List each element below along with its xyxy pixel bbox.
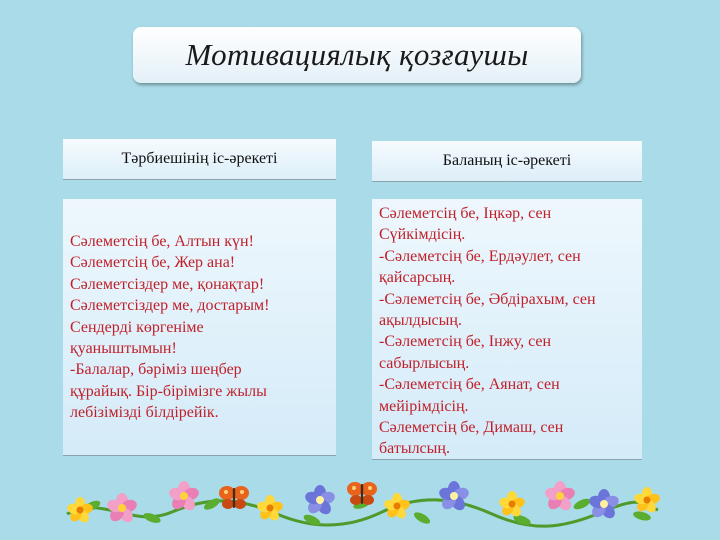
teacher-line: -Балалар, бәріміз шеңбер [70,361,242,379]
child-line: ақылдысың. [379,312,462,330]
child-column-header [372,141,642,182]
child-line: сабырлысың. [379,354,470,372]
child-line: батылсың. [379,440,450,458]
teacher-line: қуаныштымын! [70,340,177,358]
teacher-line: Сәлеметсіздер ме, достарым! [70,297,270,315]
teacher-actions-text [63,199,336,456]
child-line: -Сәлеметсің бе, Аянат, сен [379,376,560,394]
child-actions-text [372,199,642,460]
teacher-line: лебізімізді білдірейік. [70,404,219,422]
child-line: -Сәлеметсің бе, Ердәулет, сен [379,247,581,265]
flower-garland-decoration [62,474,662,534]
child-line: мейірімдісің. [379,397,469,415]
child-line: Сәлеметсің бе, Іңкәр, сен [379,205,552,222]
child-header-label: Баланың іс-әрекеті [442,152,572,169]
teacher-line: Сәлеметсің бе, Жер ана! [70,254,236,272]
teacher-line: құрайық. Бір-бірімізге жылы [70,382,267,400]
child-line: Сүйкімдісің. [379,226,466,244]
teacher-line: Сәлеметсің бе, Алтын күн! [70,233,254,250]
child-line: -Сәлеметсің бе, Әбдірахым, сен [379,290,596,308]
child-line: қайсарсың. [379,269,456,287]
teacher-line: Сендерді көргеніме [70,318,204,336]
teacher-header-label: Тәрбиешінің іс-әрекеті [121,150,278,167]
teacher-line: Сәлеметсіздер ме, қонақтар! [70,275,265,293]
title-box [133,27,581,83]
child-line: Сәлеметсің бе, Димаш, сен [379,419,564,437]
child-line: -Сәлеметсің бе, Інжу, сен [379,333,552,351]
slide-title: Мотивациялық қозғаушы [185,37,529,72]
teacher-column-header [63,139,336,180]
